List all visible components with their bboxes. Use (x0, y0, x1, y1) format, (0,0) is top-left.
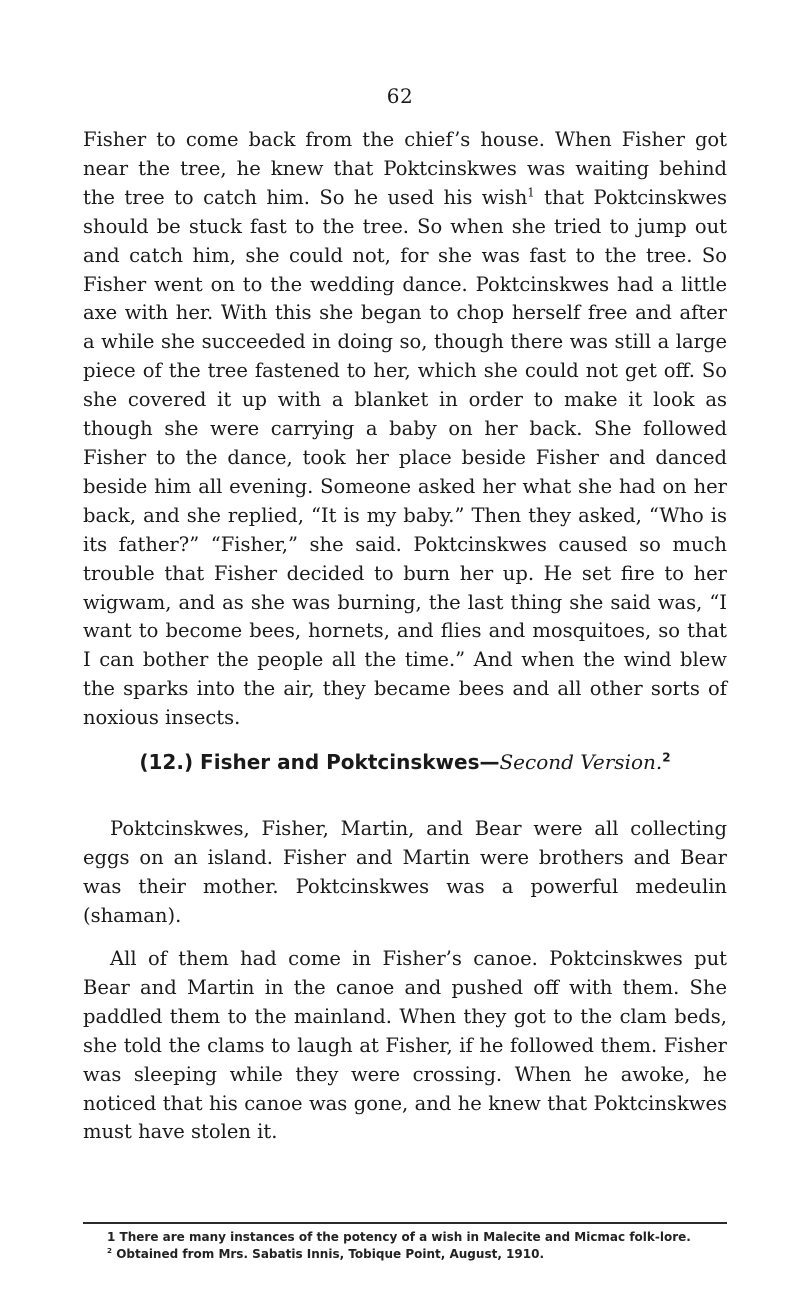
paragraph: All of them had come in Fisher’s canoe. Poktcinskwes put Bear and Martin in the canoe and pushed off with them. She paddled them to the mainland. When they got to the clam beds, she told the clams to laugh at Fisher, if he followed them. Fisher was sleeping while they were crossing. When he awoke, he noticed that his canoe was gone, and he knew that Poktcinskwes must have stolen it. (83, 947, 727, 1144)
footnote-number: 2 (107, 1245, 113, 1255)
section-heading (83, 750, 727, 774)
footnote-1 (107, 1229, 727, 1246)
section-title: (12.) Fisher and Poktcinskwes— (139, 750, 500, 774)
paragraph-text: Fisher to come back from the chief’s house. When Fisher got near the tree, he knew that Poktcinskwes was waiting behind the tree to catch him. So he used his wish (83, 128, 727, 209)
footnote-number: 1 (107, 1230, 116, 1244)
paragraph-text: that Poktcinskwes should be stuck fast to the tree. So when she tried to jump out and catch him, she could not, for she was fast to the tree. So Fisher went on to the wedding dance. Poktcinskwes had a little axe with her. With this she began to chop herself free and after a while she succeeded in doing so, though there was still a large piece of the tree fastened to her, which she could not get off. So she covered it up with a blanket in order to make it look as though she were carrying a baby on her back. She followed Fisher to the dance, took her place beside Fisher and danced beside him all evening. Someone asked her what she had on her back, and she replied, “It is my baby.” Then they asked, “Who is its father?” “Fisher,” she said. Poktcinskwes caused so much trouble that Fisher decided to burn her up. He set fire to her wigwam, and as she was burning, the last thing she said was, “I want to become bees, hornets, and flies and mosquitoes, so that I can bother the people all the time.” And when the wind blew the sparks into the air, they became bees and all other sorts of noxious insects. (83, 185, 727, 730)
footnote-reference: 1 (527, 185, 535, 200)
footnote-divider (83, 1222, 727, 1224)
page-number: 62 (386, 84, 414, 108)
paragraph-continued (83, 126, 727, 733)
footnote-2 (107, 1246, 727, 1263)
footnote-reference: 2 (662, 750, 671, 765)
section-subtitle: Second Version. (499, 750, 663, 774)
footnote-text: There are many instances of the potency of a wish in Malecite and Micmac folk-lore. (115, 1230, 691, 1244)
footnotes (83, 1229, 727, 1262)
paragraph: Poktcinskwes, Fisher, Martin, and Bear were all collecting eggs on an island. Fisher and Martin were brothers and Bear was their mother. Poktcinskwes was a powerful medeulin (shaman). (83, 817, 727, 927)
footnote-text: Obtained from Mrs. Sabatis Innis, Tobique Point, August, 1910. (112, 1246, 545, 1261)
